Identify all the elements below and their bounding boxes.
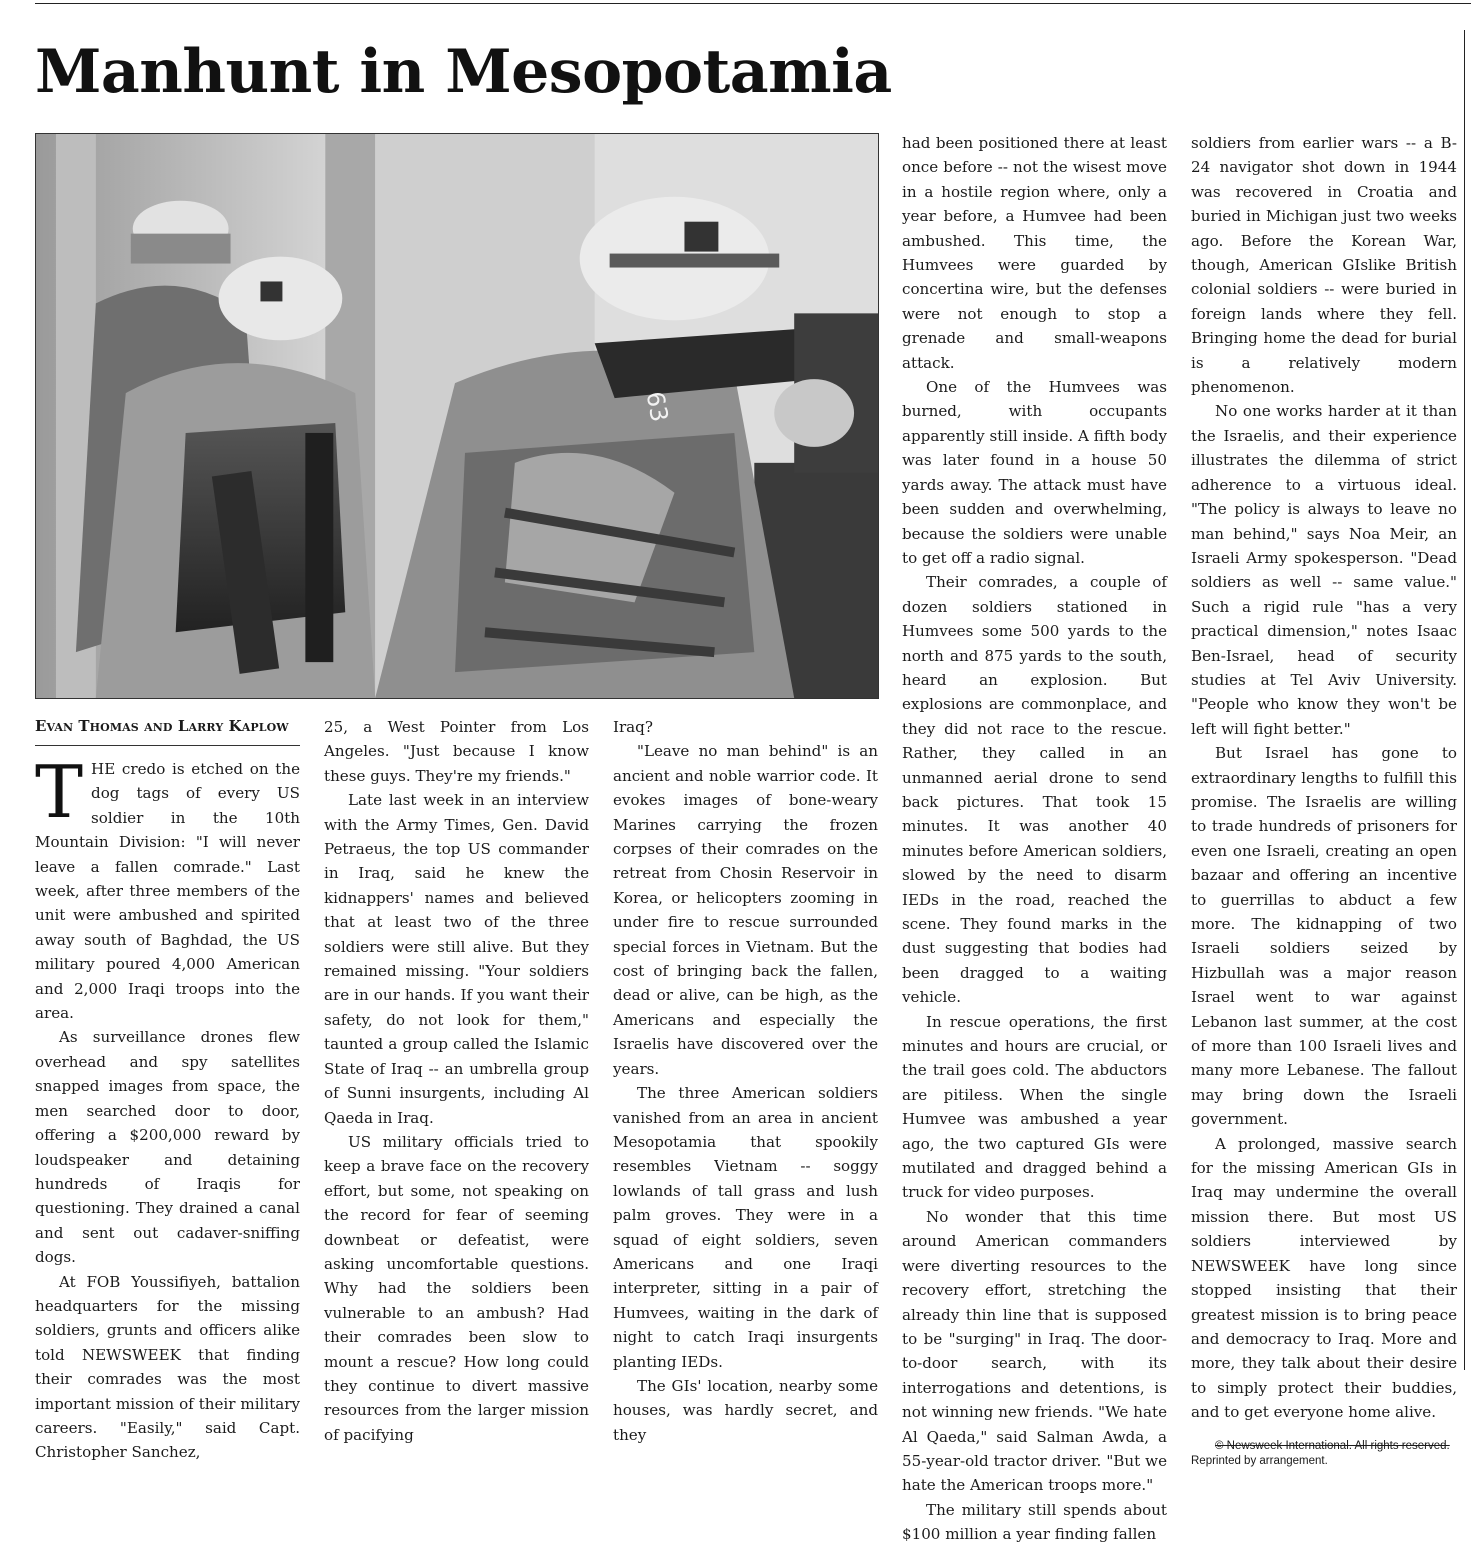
- paragraph: Iraq?: [613, 718, 653, 736]
- article-column-4: [902, 131, 1167, 1547]
- paragraph: 25, a West Pointer from Los Angeles. "Just because I know these guys. They're my friends.": [324, 718, 589, 785]
- top-rule: [35, 3, 1471, 4]
- paragraph: [35, 750, 300, 1025]
- right-column-rule: [1464, 30, 1465, 1370]
- drop-cap: T: [35, 750, 84, 834]
- copyright-notice: [1191, 1439, 1457, 1469]
- paragraph: Their comrades, a couple of dozen soldiers stationed in Humvees some 500 yards to the north and 875 yards to the south, heard an explosion. But explosions are commonplace, and they did not race to the rescue. Rather, they called in an unmanned aerial drone to send back pictures. That took 15 minutes. It was another 40 minutes before American soldiers, slowed by the need to disarm IEDs in the road, reached the scene. They found marks in the dust suggesting that bodies had been dragged to a waiting vehicle.: [902, 573, 1167, 1007]
- paragraph: US military officials tried to keep a brave face on the recovery effort, but some, not speaking on the record for fear of seeming downbeat or defeatist, were asking uncomfortable questions. Why had the soldiers been vulnerable to an ambush? Had their comrades been slow to mount a rescue? How long could they continue to divert massive resources from the larger mission of pacifying: [324, 1132, 589, 1444]
- paragraph-text: HE credo is etched on the dog tags of every US soldier in the 10th Mountain Division: "I will never leave a fallen comrade." Last week, after three members of the unit were ambushed and spirited away south of Baghdad, the US military poured 4,000 American and 2,000 Iraqi troops into the area.: [35, 760, 300, 1023]
- paragraph: No one works harder at it than the Israelis, and their experience illustrates the dilemma of strict adherence to a virtuous ideal. "The policy is always to leave no man behind," says Noa Meir, an Israeli Army spokesperson. "Dead soldiers as well -- same value." Such a rigid rule "has a very practical dimension," notes Isaac Ben-Israel, head of security studies at Tel Aviv University. "People who know they won't be left will fight better.": [1191, 402, 1457, 738]
- paragraph: One of the Humvees was burned, with occupants apparently still inside. A fifth body was later found in a house 50 yards away. The attack must have been sudden and overwhelming, because the soldiers were unable to get off a radio signal.: [902, 378, 1167, 567]
- paragraph: As surveillance drones flew overhead and spy satellites snapped images from space, the men searched door to door, offering a $200,000 reward by loudspeaker and detaining hundreds of Iraqis for questioning. They drained a canal and sent out cadaver-sniffing dogs.: [35, 1028, 300, 1267]
- article-column-2: [324, 715, 589, 1447]
- paragraph: "Leave no man behind" is an ancient and noble warrior code. It evokes images of bone-weary Marines carrying the frozen corpses of their comrades on the retreat from Chosin Reservoir in Korea, or helicopters zooming in under fire to rescue surrounded special forces in Vietnam. But the cost of bringing back the fallen, dead or alive, can be high, as the Americans and especially the Israelis have discovered over the years.: [613, 742, 878, 1078]
- byline: Evan Thomas and Larry Kaplow: [35, 717, 289, 735]
- svg-text:63: 63: [640, 389, 674, 425]
- paragraph: At FOB Youssifiyeh, battalion headquarters for the missing soldiers, grunts and officers alike told NEWSWEEK that finding their comrades was the most important mission of their military careers. "Easily," said Capt. Christopher Sanchez,: [35, 1272, 300, 1462]
- byline-rule: [35, 745, 300, 746]
- article-column-3: [613, 715, 878, 1447]
- paragraph: The three American soldiers vanished from an area in ancient Mesopotamia that spookily resembles Vietnam -- soggy lowlands of tall grass and lush palm groves. They were in a squad of eight soldiers, seven Americans and one Iraqi interpreter, sitting in a pair of Humvees, waiting in the dark of night to catch Iraqi insurgents planting IEDs.: [613, 1084, 878, 1371]
- reprint-line: Reprinted by arrangement.: [1191, 1454, 1328, 1467]
- paragraph: No wonder that this time around American commanders were diverting resources to the recovery effort, stretching the already thin line that is supposed to be "surging" in Iraq. The door-to-door search, with its interrogations and detentions, is not winning new friends. "We hate Al Qaeda," said Salman Awda, a 55-year-old tractor driver. "But we hate the American troops more.": [902, 1207, 1167, 1495]
- paragraph: But Israel has gone to extraordinary lengths to fulfill this promise. The Israelis are willing to trade hundreds of prisoners for even one Israeli, creating an open bazaar and offering an incentive to guerrillas to abduct a few more. The kidnapping of two Israeli soldiers seized by Hizbullah was a major reason Israel went to war against Lebanon last summer, at the cost of more than 100 Israeli lives and many more Lebanese. The fallout may bring down the Israeli government.: [1191, 744, 1457, 1129]
- paragraph: A prolonged, massive search for the missing American GIs in Iraq may undermine the overall mission there. But most US soldiers interviewed by NEWSWEEK have long since stopped insisting that their greatest mission is to bring peace and democracy to Iraq. More and more, they talk about their desire to simply protect their buddies, and to get everyone home alive.: [1191, 1134, 1457, 1422]
- paragraph: The GIs' location, nearby some houses, was hardly secret, and they: [613, 1376, 878, 1444]
- copyright-line: © Newsweek International. All rights reserved.: [1215, 1439, 1450, 1452]
- soldiers-photo-image: [36, 134, 878, 698]
- paragraph: had been positioned there at least once before -- not the wisest move in a hostile region where, only a year before, a Humvee had been ambushed. This time, the Humvees were guarded by concertina wire, but the defenses were not enough to stop a grenade and small-weapons attack.: [902, 134, 1167, 372]
- article-column-1: [35, 750, 300, 1465]
- paragraph: In rescue operations, the first minutes and hours are crucial, or the trail goes cold. The abductors are pitiless. When the single Humvee was ambushed a year ago, the two captured GIs were mutilated and dragged behind a truck for video purposes.: [902, 1012, 1167, 1202]
- article-column-5: [1191, 131, 1457, 1469]
- paragraph: soldiers from earlier wars -- a B-24 navigator shot down in 1944 was recovered in Croatia and buried in Michigan just two weeks ago. Before the Korean War, though, American GIslike British colonial soldiers -- were buried in foreign lands where they fell. Bringing home the dead for burial is a relatively modern phenomenon.: [1191, 134, 1457, 397]
- paragraph: Late last week in an interview with the Army Times, Gen. David Petraeus, the top US commander in Iraq, said he knew the kidnappers' names and believed that at least two of the three soldiers were still alive. But they remained missing. "Your soldiers are in our hands. If you want their safety, do not look for them," taunted a group called the Islamic State of Iraq -- an umbrella group of Sunni insurgents, including Al Qaeda in Iraq.: [324, 791, 589, 1127]
- headline: Manhunt in Mesopotamia: [35, 37, 892, 107]
- article-photo: [35, 133, 879, 699]
- paragraph: The military still spends about $100 million a year finding fallen: [902, 1500, 1167, 1544]
